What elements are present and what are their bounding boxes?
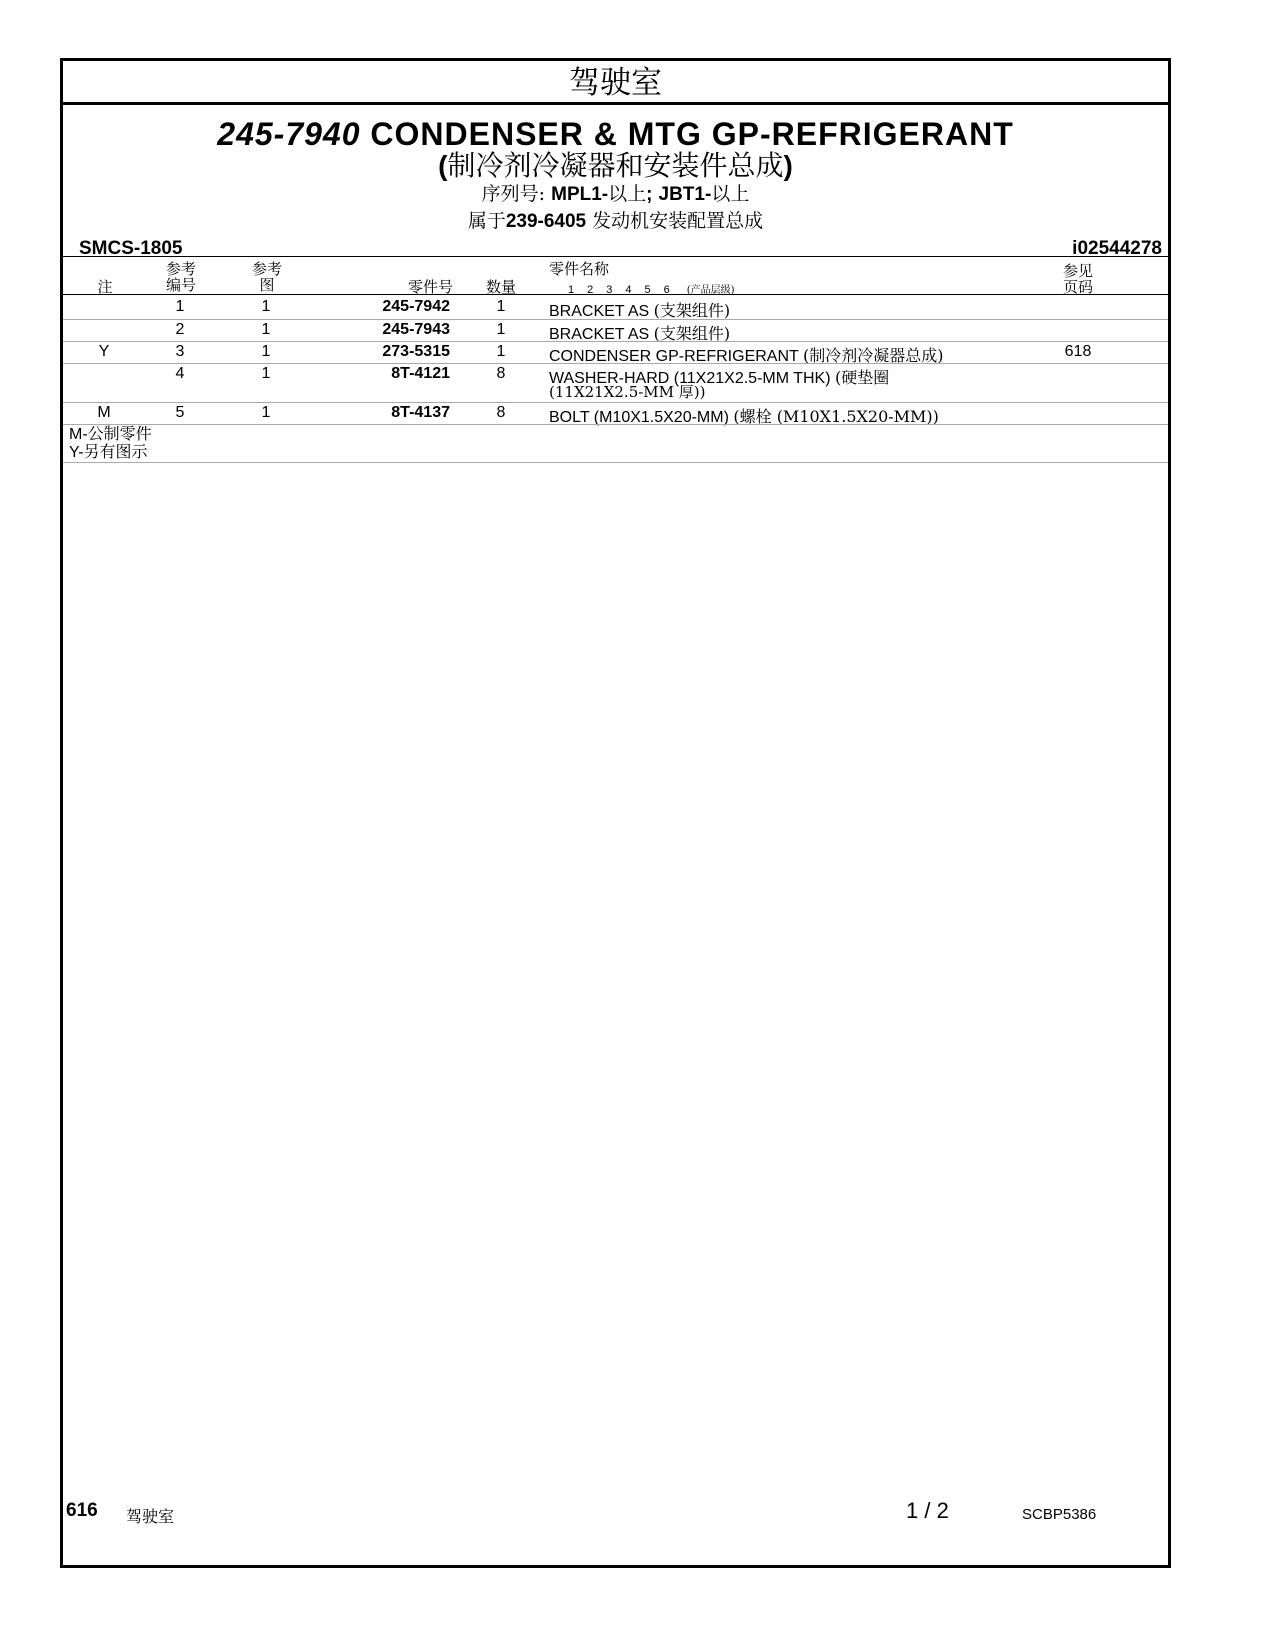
serial-prefix-1: MPL1- [551,184,609,205]
level-5: 5 [644,284,651,296]
parent-description: 发动机安装配置总成 [592,210,764,232]
row-name-en: CONDENSER GP-REFRIGERANT [549,348,799,365]
levels-label: (产品层级) [686,285,735,296]
smcs-code: SMCS-1805 [79,238,183,259]
serial-label: 序列号: [481,183,546,205]
row-name-line2: (11X21X2.5-MM 厚)) [549,383,706,401]
note-illustrated [69,443,148,462]
row-part-number: 245-7943 [382,321,450,338]
col-name: 零件名称 [549,260,610,278]
row-divider [63,319,1168,320]
col-qty: 数量 [485,278,516,296]
col-note: 注 [97,278,113,296]
row-ref: 2 [175,321,185,338]
row-name-zh: (硬垫圈 [834,368,890,387]
row-part-number: 273-5315 [382,343,450,360]
note-code: Y- [69,444,84,461]
level-3: 3 [606,284,613,296]
col-ref-no-line1: 参考 [165,260,196,278]
row-name-zh: (支架组件) [653,324,731,343]
level-4: 4 [625,284,632,296]
row-note: Y [98,343,110,360]
row-part-number: 8T-4121 [391,365,450,382]
row-page: 618 [1064,343,1092,360]
assembly-title-zh-line: (制冷剂冷凝器和安装件总成) [438,149,793,182]
document-header [63,117,1168,235]
column-header-divider [63,294,1168,295]
row-fig: 1 [261,343,271,360]
page-frame [60,58,1171,1568]
serial-prefix-2: JBT1- [658,184,712,205]
serial-suffix-1: 以上 [608,183,647,205]
row-name-zh: (制冷剂冷凝器总成) [802,346,944,365]
serial-line [63,181,1168,208]
serial-separator: ; [646,184,653,205]
row-note: M [97,404,111,421]
document-id: i02544278 [1072,238,1162,259]
col-ref-no-line2: 编号 [165,276,196,294]
row-qty: 1 [496,343,506,360]
row-ref: 5 [175,404,185,421]
row-ref: 1 [175,298,185,315]
row-qty: 8 [496,365,506,382]
row-divider [63,402,1168,403]
col-part-no: 零件号 [407,278,453,296]
row-part-number: 245-7942 [382,298,450,315]
row-name-en: BOLT (M10X1.5X20-MM) [549,409,729,426]
row-divider [63,424,1168,425]
header-divider [63,256,1168,257]
row-name-zh: (螺栓 (M10X1.5X20-MM)) [733,407,939,426]
col-ref-fig-line2: 图 [259,276,275,294]
footer-section: 驾驶室 [126,1507,175,1526]
assembly-title [63,117,1168,151]
parent-label: 属于 [467,210,506,232]
row-fig: 1 [261,404,271,421]
notes-divider [63,462,1168,463]
level-6: 6 [663,284,670,296]
note-text: 公制零件 [87,424,152,443]
row-ref: 4 [175,365,185,382]
parent-part-number: 239-6405 [505,211,587,232]
assembly-title-zh: 制冷剂冷凝器和安装件总成 [447,149,784,182]
row-fig: 1 [261,321,271,338]
col-ref-fig-line1: 参考 [251,260,282,278]
note-text: 另有图示 [83,442,148,461]
col-ref-no [161,261,201,293]
row-part-number: 8T-4137 [391,404,450,421]
col-see-page-line1: 参见 [1062,262,1093,280]
col-ref-fig [247,261,287,293]
level-1: 1 [568,284,575,296]
row-name-en: BRACKET AS [549,303,650,320]
row-name-zh: (支架组件) [653,301,731,320]
page-of-total: 1 / 2 [906,1498,949,1523]
row-qty: 8 [496,404,506,421]
row-qty: 1 [496,321,506,338]
note-code: M- [69,426,88,443]
page-number: 616 [66,1500,98,1521]
document-code: SCBP5386 [1022,1506,1097,1523]
section-title: 驾驶室 [63,61,1168,105]
col-see-page-line2: 页码 [1062,278,1093,296]
assembly-part-number: 245-7940 [217,116,361,152]
row-name [549,298,730,321]
col-see-page [1058,263,1098,295]
row-name-en: WASHER-HARD (11X21X2.5-MM THK) [549,370,831,387]
row-name-en: BRACKET AS [549,326,650,343]
row-qty: 1 [496,298,506,315]
row-divider [63,341,1168,342]
row-fig: 1 [261,365,271,382]
level-2: 2 [587,284,594,296]
assembly-title-en: CONDENSER & MTG GP-REFRIGERANT [370,116,1014,152]
parent-line [63,208,1168,235]
serial-suffix-2: 以上 [711,183,750,205]
row-fig: 1 [261,298,271,315]
row-divider [63,363,1168,364]
row-ref: 3 [175,343,185,360]
